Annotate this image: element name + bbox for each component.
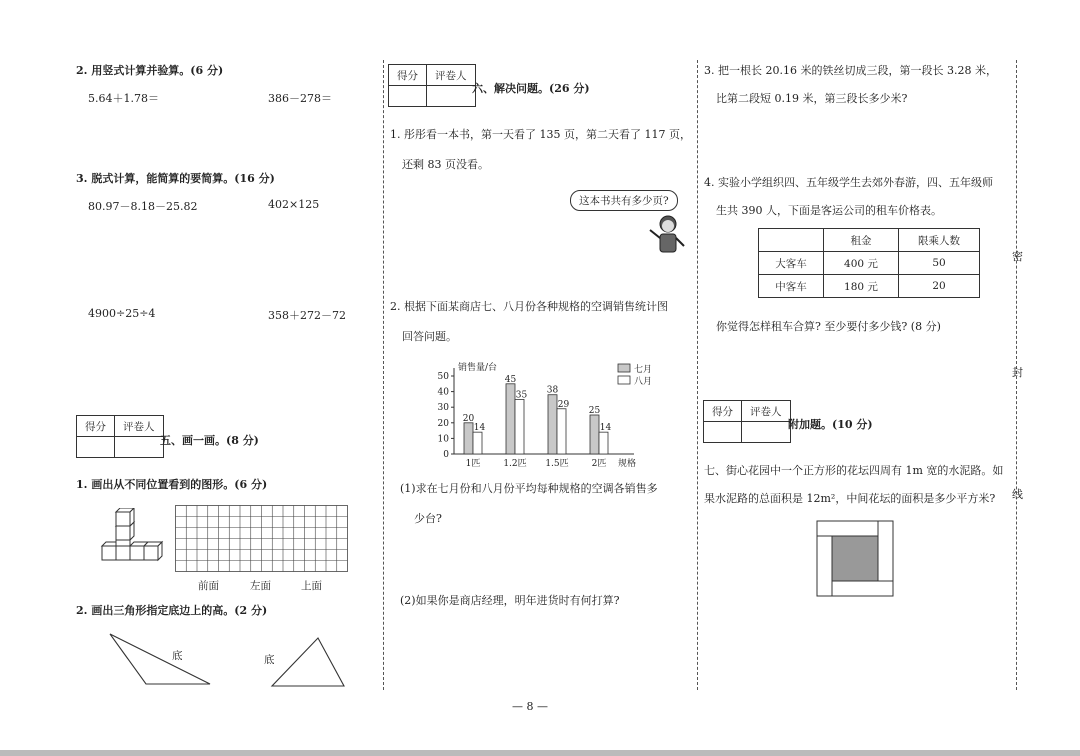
data-label: 29 [557, 399, 570, 410]
grader-cell[interactable] [742, 422, 791, 443]
view-label-left: 左面 [250, 580, 271, 592]
question-3-title: 3. 脱式计算，能简算的要简算。(16 分) [76, 172, 275, 185]
grader-label: 评卷人 [742, 401, 791, 422]
bar [515, 399, 524, 454]
triangle-1 [108, 630, 218, 688]
column-divider [697, 60, 698, 690]
y-tick-label: 40 [437, 387, 449, 398]
table-row [759, 275, 980, 298]
table-cell: 20 [899, 275, 980, 298]
section-5-title: 五、画一画。(8 分) [160, 434, 259, 447]
score-box [703, 400, 791, 443]
score-box [388, 64, 476, 107]
data-label: 35 [515, 390, 528, 401]
data-label: 20 [462, 413, 475, 424]
cube-stack-figure [100, 508, 168, 568]
problem-2-line2: 回答问题。 [402, 330, 457, 343]
garden-square-figure [816, 520, 896, 598]
question-2-title: 2. 用竖式计算并验算。(6 分) [76, 64, 224, 77]
problem-1-line2: 还剩 83 页没看。 [402, 158, 489, 171]
sales-bar-chart [420, 358, 670, 468]
legend-label: 八月 [634, 377, 653, 387]
base-label: 底 [264, 654, 275, 666]
x-axis-label: 规格 [618, 459, 637, 468]
bar [464, 423, 473, 454]
bar [557, 409, 566, 454]
score-label: 得分 [704, 401, 742, 422]
bar [506, 384, 515, 454]
table-cell: 180 元 [824, 275, 899, 298]
table-header [759, 229, 824, 252]
legend-swatch [618, 364, 630, 372]
problem-4-line2: 生共 390 人，下面是客运公司的租车价格表。 [716, 204, 942, 217]
sub-question-1-line2: 少台? [414, 512, 442, 525]
x-tick-label: 1匹 [465, 459, 481, 468]
bonus-title: 附加题。(10 分) [788, 418, 873, 431]
y-tick-label: 0 [443, 450, 449, 460]
seal-char: 线 [1012, 488, 1023, 501]
bar [473, 432, 482, 454]
legend-label: 七月 [634, 365, 653, 375]
y-tick-label: 30 [437, 403, 449, 414]
section-6-title: 六、解决问题。(26 分) [472, 82, 590, 95]
score-cell[interactable] [704, 422, 742, 443]
speech-bubble: 这本书共有多少页? [570, 190, 678, 211]
legend-swatch [618, 376, 630, 384]
score-box [76, 415, 164, 458]
grader-label: 评卷人 [115, 416, 164, 437]
x-tick-label: 1.5匹 [545, 459, 569, 468]
calc-item: 4900÷25÷4 [88, 307, 156, 320]
page-number: — 8 — [512, 700, 548, 713]
table-cell: 大客车 [759, 252, 824, 275]
triangle-2 [270, 636, 348, 688]
view-label-front: 前面 [198, 580, 219, 592]
bar [590, 415, 599, 454]
problem-3-line2: 比第二段短 0.19 米，第三段长多少米? [716, 92, 908, 105]
grader-cell[interactable] [115, 437, 164, 458]
bar [599, 432, 608, 454]
score-label: 得分 [389, 65, 427, 86]
table-header: 限乘人数 [899, 229, 980, 252]
y-tick-label: 10 [437, 434, 449, 445]
drawing-grid[interactable] [175, 505, 349, 573]
table-cell: 中客车 [759, 275, 824, 298]
child-figure-icon [648, 212, 688, 258]
y-axis-label: 销售量/台 [458, 363, 498, 373]
page-bottom-edge [0, 750, 1080, 756]
table-header: 租金 [824, 229, 899, 252]
problem-4-question: 你觉得怎样租车合算? 至少要付多少钱? (8 分) [716, 320, 941, 333]
table-cell: 400 元 [824, 252, 899, 275]
y-tick-label: 50 [437, 372, 449, 382]
base-label: 底 [172, 650, 183, 662]
score-cell[interactable] [77, 437, 115, 458]
grader-cell[interactable] [427, 86, 476, 107]
problem-4-line1: 4. 实验小学组织四、五年级学生去郊外春游，四、五年级师 [704, 176, 993, 189]
table-row [759, 252, 980, 275]
calc-item: 80.97－8.18－25.82 [88, 200, 198, 213]
calc-item: 358＋272－72 [268, 309, 346, 322]
seal-char: 封 [1012, 366, 1023, 379]
data-label: 38 [546, 385, 559, 396]
calc-item: 386－278＝ [268, 92, 332, 105]
score-label: 得分 [77, 416, 115, 437]
view-label-top: 上面 [301, 580, 322, 592]
problem-7-line1: 七、街心花园中一个正方形的花坛四周有 1m 宽的水泥路。如 [704, 464, 1004, 477]
table-cell: 50 [899, 252, 980, 275]
problem-7-line2: 果水泥路的总面积是 12m²，中间花坛的面积是多少平方米? [704, 492, 996, 505]
x-tick-label: 2匹 [591, 459, 607, 468]
price-table [758, 228, 980, 298]
section-5-q1: 1. 画出从不同位置看到的图形。(6 分) [76, 478, 268, 491]
calc-item: 402×125 [268, 198, 320, 211]
data-label: 25 [588, 406, 601, 416]
sub-question-1-line1: (1)求在七月份和八月份平均每种规格的空调各销售多 [400, 482, 658, 495]
problem-2-line1: 2. 根据下面某商店七、八月份各种规格的空调销售统计图 [390, 300, 668, 313]
score-cell[interactable] [389, 86, 427, 107]
x-tick-label: 1.2匹 [503, 459, 527, 468]
problem-3-line1: 3. 把一根长 20.16 米的铁丝切成三段，第一段长 3.28 米， [704, 64, 997, 77]
bar [548, 395, 557, 454]
section-5-q2: 2. 画出三角形指定底边上的高。(2 分) [76, 604, 268, 617]
sub-question-2: (2)如果你是商店经理，明年进货时有何打算? [400, 594, 620, 607]
column-divider [383, 60, 384, 690]
data-label: 14 [473, 423, 486, 434]
problem-1-line1: 1. 彤彤看一本书，第一天看了 135 页，第二天看了 117 页， [390, 128, 691, 141]
seal-char: 密 [1012, 250, 1023, 263]
y-tick-label: 20 [437, 418, 449, 429]
data-label: 45 [504, 374, 517, 385]
calc-item: 5.64＋1.78＝ [88, 92, 159, 105]
data-label: 14 [599, 423, 612, 434]
grader-label: 评卷人 [427, 65, 476, 86]
